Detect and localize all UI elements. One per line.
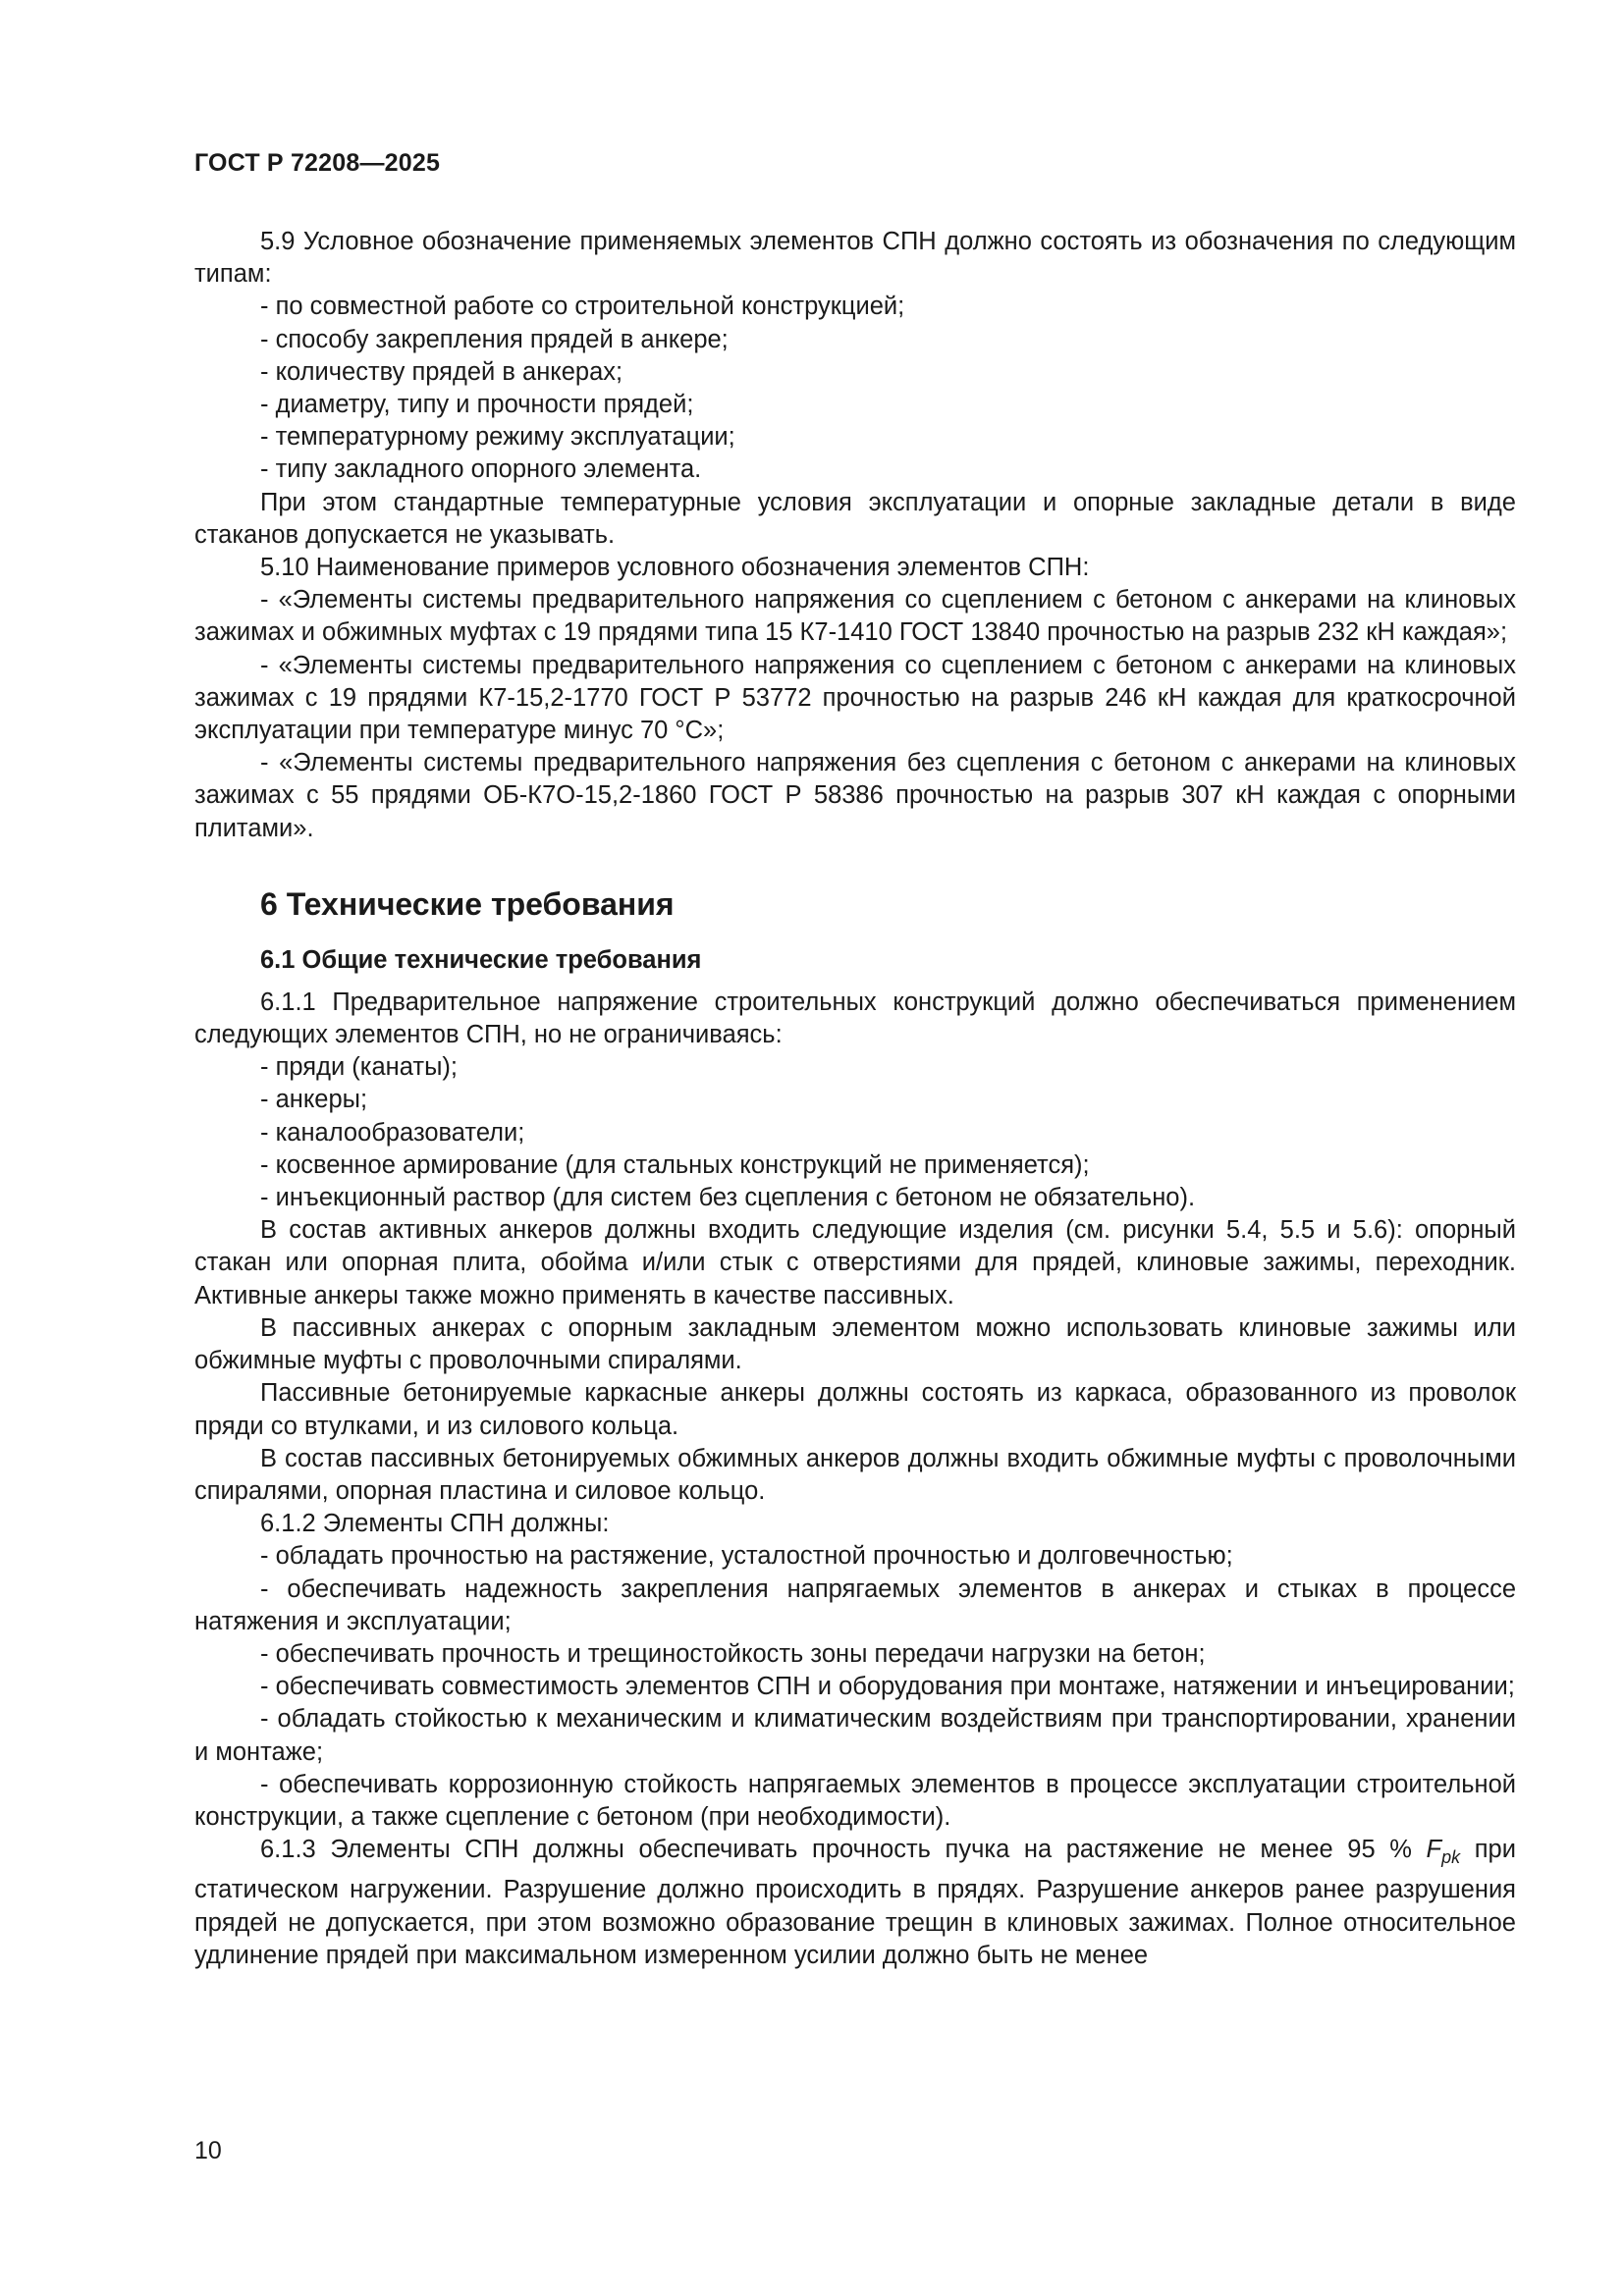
- clause-paragraph: В состав пассивных бетонируемых обжимных анкеров должны входить обжимные муфты с проволочными спиралями, опорная пластина и силовое кольцо.: [194, 1444, 1516, 1505]
- clause-6-1-3-lead: 6.1.3 Элементы СПН должны обеспечивать прочность пучка на растяжение не менее 95 %: [260, 1836, 1427, 1864]
- list-item: - обладать стойкостью к механическим и климатическим воздействиям при транспортировании, хранении и монтаже;: [194, 1705, 1516, 1766]
- page-number: 10: [194, 2137, 222, 2164]
- list-item: - диаметру, типу и прочности прядей;: [260, 391, 694, 419]
- list-item: - способу закрепления прядей в анкере;: [260, 325, 729, 353]
- page-content: [194, 226, 1516, 1972]
- list-item: - обеспечивать прочность и трещиностойкость зоны передачи нагрузки на бетон;: [260, 1639, 1206, 1668]
- list-item: - инъекционный раствор (для систем без сцепления с бетоном не обязательно).: [260, 1184, 1196, 1212]
- force-subscript: pk: [1441, 1847, 1461, 1868]
- clause-6-1-2-intro: 6.1.2 Элементы СПН должны:: [260, 1510, 610, 1538]
- clause-6-1-1-intro: 6.1.1 Предварительное напряжение строительных конструкций должно обеспечиваться применением следующих элементов СПН, но не ограничиваясь:: [194, 988, 1516, 1049]
- clause-5-10-intro: 5.10 Наименование примеров условного обозначения элементов СПН:: [260, 554, 1090, 582]
- subsection-6-1-title: 6.1 Общие технические требования: [260, 945, 702, 974]
- list-item: - косвенное армирование (для стальных конструкций не применяется);: [260, 1150, 1090, 1179]
- list-item: - температурному режиму эксплуатации;: [260, 423, 735, 452]
- clause-paragraph: Пассивные бетонируемые каркасные анкеры должны состоять из каркаса, образованного из проволок пряди со втулками, и из силового кольца.: [194, 1379, 1516, 1440]
- designation-example: - «Элементы системы предварительного напряжения без сцепления с бетоном с анкерами на клиновых зажимах с 55 прядями ОБ-К7О-15,2-1860 ГОСТ Р 58386 прочностью на разрыв 307 кН каждая с опорными плитами».: [194, 749, 1516, 842]
- list-item: - обеспечивать коррозионную стойкость напрягаемых элементов в процессе эксплуатации строительной конструкции, а также сцепление с бетоном (при необходимости).: [194, 1770, 1516, 1831]
- designation-example: - «Элементы системы предварительного напряжения со сцеплением с бетоном с анкерами на клиновых зажимах и обжимных муфтах с 19 прядями типа 15 К7-1410 ГОСТ 13840 прочностью на разрыв 232 кН каждая»;: [194, 586, 1516, 647]
- clause-6-1-3-rest: при статическом нагружении. Разрушение должно происходить в прядях. Разрушение анкеров ранее разрушения прядей не допускается, при этом возможно образование трещин в клиновых зажимах. Полное относительное удлинение прядей при максимальном измеренном усилии должно быть не менее: [194, 1836, 1516, 1969]
- clause-5-9-intro: 5.9 Условное обозначение применяемых элементов СПН должно состоять из обозначения по следующим типам:: [194, 228, 1516, 289]
- list-item: - по совместной работе со строительной конструкцией;: [260, 293, 905, 321]
- list-item: - типу закладного опорного элемента.: [260, 455, 702, 484]
- list-item: - анкеры;: [260, 1086, 368, 1114]
- clause-paragraph: В пассивных анкерах с опорным закладным элементом можно использовать клиновые зажимы или обжимные муфты с проволочными спиралями.: [194, 1313, 1516, 1375]
- clause-5-9-note: При этом стандартные температурные условия эксплуатации и опорные закладные детали в виде стаканов допускается не указывать.: [194, 488, 1516, 549]
- clause-paragraph: В состав активных анкеров должны входить следующие изделия (см. рисунки 5.4, 5.5 и 5.6): опорный стакан или опорная плита, обойма и/или стык с отверстиями для прядей, клиновые зажимы, переходник. Активные анкеры также можно применять в качестве пассивных.: [194, 1216, 1516, 1309]
- list-item: - обладать прочностью на растяжение, усталостной прочностью и долговечностью;: [260, 1542, 1233, 1571]
- section-6-title: 6 Технические требования: [260, 885, 675, 922]
- list-item: - каналообразователи;: [260, 1118, 525, 1147]
- clause-6-1-3: [194, 1834, 1516, 1972]
- document-header: ГОСТ Р 72208—2025: [194, 149, 441, 177]
- list-item: - пряди (канаты);: [260, 1053, 458, 1082]
- designation-example: - «Элементы системы предварительного напряжения со сцеплением с бетоном с анкерами на клиновых зажимах с 19 прядями К7-15,2-1770 ГОСТ Р 53772 прочностью на разрыв 246 кН каждая для краткосрочной эксплуатации при температуре минус 70 °С»;: [194, 651, 1516, 745]
- list-item: - количеству прядей в анкерах;: [260, 357, 623, 386]
- list-item: - обеспечивать совместимость элементов СПН и оборудования при монтаже, натяжении и инъецировании;: [260, 1673, 1515, 1701]
- list-item: - обеспечивать надежность закрепления напрягаемых элементов в анкерах и стыках в процессе натяжения и эксплуатации;: [194, 1575, 1516, 1635]
- force-symbol: F: [1426, 1836, 1442, 1864]
